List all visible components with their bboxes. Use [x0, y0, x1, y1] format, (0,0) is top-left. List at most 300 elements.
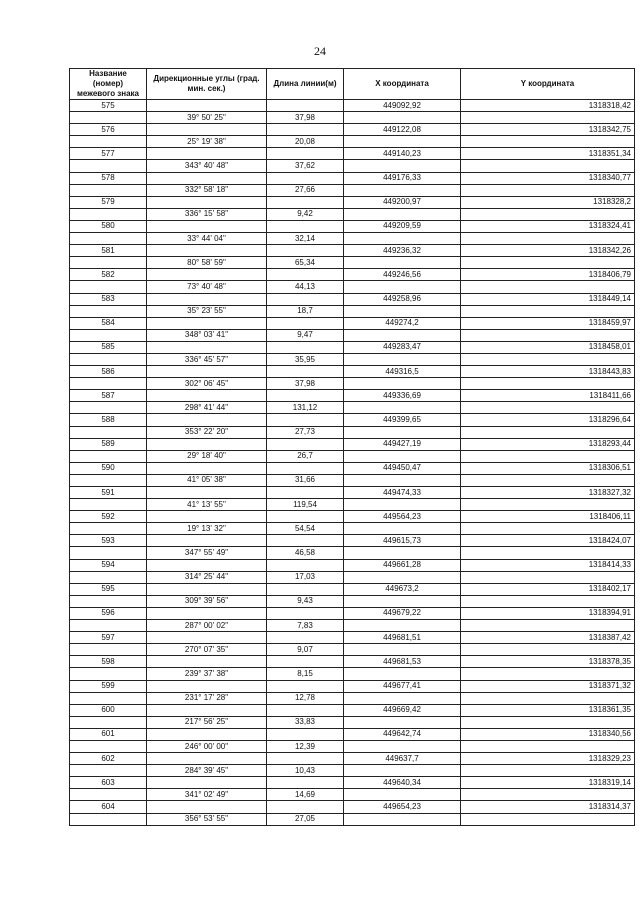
segment-length: 27,66: [267, 184, 344, 196]
empty-cell: [267, 390, 344, 402]
point-y-coordinate: 1318342,75: [461, 124, 635, 136]
point-x-coordinate: 449140,23: [344, 148, 461, 160]
point-y-coordinate: 1318443,83: [461, 366, 635, 378]
empty-cell: [267, 341, 344, 353]
point-x-coordinate: 449677,41: [344, 680, 461, 692]
empty-cell: [147, 366, 267, 378]
table-row-point: [70, 341, 635, 353]
segment-length: 20,08: [267, 136, 344, 148]
point-name: 591: [70, 487, 147, 499]
empty-cell: [70, 765, 147, 777]
empty-cell: [267, 414, 344, 426]
point-y-coordinate: 1318378,35: [461, 656, 635, 668]
empty-cell: [70, 353, 147, 365]
segment-angle: 80° 58' 59": [147, 257, 267, 269]
empty-cell: [461, 644, 635, 656]
segment-length: 27,73: [267, 426, 344, 438]
point-x-coordinate: 449450,47: [344, 462, 461, 474]
point-x-coordinate: 449236,32: [344, 245, 461, 257]
point-y-coordinate: 1318406,11: [461, 511, 635, 523]
table-row-segment: [70, 547, 635, 559]
segment-length: 9,47: [267, 329, 344, 341]
point-x-coordinate: 449661,28: [344, 559, 461, 571]
empty-cell: [461, 620, 635, 632]
segment-length: 26,7: [267, 450, 344, 462]
empty-cell: [70, 595, 147, 607]
empty-cell: [344, 112, 461, 124]
point-name: 600: [70, 704, 147, 716]
point-x-coordinate: 449681,51: [344, 632, 461, 644]
table-row-segment: [70, 112, 635, 124]
point-name: 585: [70, 341, 147, 353]
point-x-coordinate: 449200,97: [344, 196, 461, 208]
segment-length: 32,14: [267, 233, 344, 245]
point-y-coordinate: 1318296,64: [461, 414, 635, 426]
empty-cell: [147, 245, 267, 257]
point-y-coordinate: 1318327,32: [461, 487, 635, 499]
empty-cell: [461, 499, 635, 511]
segment-length: 65,34: [267, 257, 344, 269]
empty-cell: [147, 728, 267, 740]
empty-cell: [461, 426, 635, 438]
table-row-segment: [70, 474, 635, 486]
table-row-segment: [70, 499, 635, 511]
empty-cell: [70, 378, 147, 390]
table-row-point: [70, 100, 635, 112]
point-y-coordinate: 1318324,41: [461, 220, 635, 232]
point-y-coordinate: 1318424,07: [461, 535, 635, 547]
table-row-segment: [70, 257, 635, 269]
point-y-coordinate: 1318414,33: [461, 559, 635, 571]
empty-cell: [267, 583, 344, 595]
point-name: 604: [70, 801, 147, 813]
empty-cell: [267, 148, 344, 160]
segment-angle: 39° 50' 25": [147, 112, 267, 124]
table-row-point: [70, 559, 635, 571]
segment-angle: 343° 40' 48": [147, 160, 267, 172]
segment-angle: 314° 25' 44": [147, 571, 267, 583]
segment-length: 46,58: [267, 547, 344, 559]
segment-length: 54,54: [267, 523, 344, 535]
empty-cell: [70, 450, 147, 462]
table-row-point: [70, 220, 635, 232]
table-row-segment: [70, 281, 635, 293]
point-y-coordinate: 1318314,37: [461, 801, 635, 813]
empty-cell: [267, 511, 344, 523]
point-name: 582: [70, 269, 147, 281]
point-x-coordinate: 449654,23: [344, 801, 461, 813]
empty-cell: [344, 789, 461, 801]
segment-length: 37,98: [267, 378, 344, 390]
empty-cell: [267, 196, 344, 208]
point-name: 596: [70, 607, 147, 619]
segment-length: 10,43: [267, 765, 344, 777]
segment-angle: 246° 00' 00": [147, 740, 267, 752]
header-y: Y координата: [461, 69, 635, 100]
empty-cell: [147, 390, 267, 402]
empty-cell: [461, 668, 635, 680]
empty-cell: [344, 716, 461, 728]
empty-cell: [461, 595, 635, 607]
empty-cell: [70, 257, 147, 269]
empty-cell: [267, 438, 344, 450]
empty-cell: [70, 523, 147, 535]
table-row-point: [70, 245, 635, 257]
table-row-point: [70, 148, 635, 160]
empty-cell: [461, 789, 635, 801]
point-name: 602: [70, 753, 147, 765]
segment-angle: 41° 05' 38": [147, 474, 267, 486]
segment-length: 119,54: [267, 499, 344, 511]
table-row-segment: [70, 208, 635, 220]
table-row-point: [70, 487, 635, 499]
empty-cell: [267, 172, 344, 184]
point-x-coordinate: 449615,73: [344, 535, 461, 547]
header-length: Длина линии(м): [267, 69, 344, 100]
empty-cell: [70, 112, 147, 124]
empty-cell: [461, 474, 635, 486]
empty-cell: [461, 184, 635, 196]
empty-cell: [267, 269, 344, 281]
point-x-coordinate: 449474,33: [344, 487, 461, 499]
point-name: 579: [70, 196, 147, 208]
point-name: 584: [70, 317, 147, 329]
table-row-segment: [70, 136, 635, 148]
empty-cell: [267, 753, 344, 765]
empty-cell: [147, 704, 267, 716]
point-y-coordinate: 1318402,17: [461, 583, 635, 595]
empty-cell: [461, 112, 635, 124]
empty-cell: [344, 692, 461, 704]
segment-angle: 287° 00' 02": [147, 620, 267, 632]
empty-cell: [344, 160, 461, 172]
point-x-coordinate: 449673,2: [344, 583, 461, 595]
empty-cell: [461, 160, 635, 172]
point-name: 595: [70, 583, 147, 595]
empty-cell: [267, 366, 344, 378]
segment-angle: 73° 40' 48": [147, 281, 267, 293]
table-row-segment: [70, 789, 635, 801]
table-row-segment: [70, 716, 635, 728]
table-row-point: [70, 632, 635, 644]
table-row-point: [70, 801, 635, 813]
segment-length: 35,95: [267, 353, 344, 365]
empty-cell: [70, 136, 147, 148]
point-y-coordinate: 1318319,14: [461, 777, 635, 789]
point-x-coordinate: 449274,2: [344, 317, 461, 329]
point-y-coordinate: 1318394,91: [461, 607, 635, 619]
point-x-coordinate: 449336,69: [344, 390, 461, 402]
segment-angle: 29° 18' 40": [147, 450, 267, 462]
point-y-coordinate: 1318318,42: [461, 100, 635, 112]
segment-length: 131,12: [267, 402, 344, 414]
empty-cell: [147, 341, 267, 353]
empty-cell: [147, 220, 267, 232]
empty-cell: [147, 607, 267, 619]
table-row-segment: [70, 740, 635, 752]
segment-angle: 347° 55' 49": [147, 547, 267, 559]
table-row-segment: [70, 184, 635, 196]
empty-cell: [70, 716, 147, 728]
table-row-point: [70, 366, 635, 378]
page-number: 24: [314, 44, 326, 58]
empty-cell: [344, 474, 461, 486]
empty-cell: [147, 172, 267, 184]
empty-cell: [461, 692, 635, 704]
table-row-point: [70, 414, 635, 426]
point-name: 576: [70, 124, 147, 136]
table-row-point: [70, 753, 635, 765]
empty-cell: [147, 100, 267, 112]
header-angle: Дирекционные углы (град. мин. сек.): [147, 69, 267, 100]
empty-cell: [70, 740, 147, 752]
empty-cell: [461, 765, 635, 777]
empty-cell: [344, 450, 461, 462]
point-name: 587: [70, 390, 147, 402]
table-row-segment: [70, 353, 635, 365]
empty-cell: [147, 196, 267, 208]
point-x-coordinate: 449258,96: [344, 293, 461, 305]
empty-cell: [147, 535, 267, 547]
segment-length: 18,7: [267, 305, 344, 317]
point-y-coordinate: 1318340,77: [461, 172, 635, 184]
segment-length: 12,78: [267, 692, 344, 704]
empty-cell: [267, 245, 344, 257]
empty-cell: [70, 668, 147, 680]
segment-angle: 302° 06' 45": [147, 378, 267, 390]
empty-cell: [461, 547, 635, 559]
segment-angle: 353° 22' 20": [147, 426, 267, 438]
table-row-segment: [70, 595, 635, 607]
point-y-coordinate: 1318329,23: [461, 753, 635, 765]
empty-cell: [70, 474, 147, 486]
point-name: 581: [70, 245, 147, 257]
table-row-point: [70, 269, 635, 281]
empty-cell: [461, 329, 635, 341]
point-name: 586: [70, 366, 147, 378]
point-x-coordinate: 449679,22: [344, 607, 461, 619]
segment-angle: 332° 58' 18": [147, 184, 267, 196]
empty-cell: [344, 426, 461, 438]
table-row-segment: [70, 620, 635, 632]
segment-length: 17,03: [267, 571, 344, 583]
empty-cell: [344, 644, 461, 656]
empty-cell: [344, 523, 461, 535]
empty-cell: [70, 281, 147, 293]
empty-cell: [147, 656, 267, 668]
empty-cell: [267, 293, 344, 305]
empty-cell: [70, 547, 147, 559]
empty-cell: [461, 378, 635, 390]
point-name: 575: [70, 100, 147, 112]
point-name: 590: [70, 462, 147, 474]
segment-angle: 35° 23' 55": [147, 305, 267, 317]
table-row-segment: [70, 523, 635, 535]
table-row-segment: [70, 233, 635, 245]
empty-cell: [70, 692, 147, 704]
empty-cell: [147, 753, 267, 765]
point-name: 597: [70, 632, 147, 644]
point-y-coordinate: 1318411,66: [461, 390, 635, 402]
point-x-coordinate: 449316,5: [344, 366, 461, 378]
segment-angle: 231° 17' 28": [147, 692, 267, 704]
empty-cell: [267, 317, 344, 329]
segment-length: 44,13: [267, 281, 344, 293]
table-row-segment: [70, 305, 635, 317]
empty-cell: [267, 462, 344, 474]
empty-cell: [267, 680, 344, 692]
empty-cell: [267, 728, 344, 740]
segment-angle: 309° 39' 56": [147, 595, 267, 607]
segment-length: 14,69: [267, 789, 344, 801]
segment-length: 9,43: [267, 595, 344, 607]
table-row-point: [70, 462, 635, 474]
point-y-coordinate: 1318449,14: [461, 293, 635, 305]
point-x-coordinate: 449246,56: [344, 269, 461, 281]
table-row-point: [70, 535, 635, 547]
table-row-point: [70, 728, 635, 740]
empty-cell: [147, 511, 267, 523]
empty-cell: [461, 353, 635, 365]
empty-cell: [344, 353, 461, 365]
point-name: 601: [70, 728, 147, 740]
point-x-coordinate: 449640,34: [344, 777, 461, 789]
empty-cell: [461, 813, 635, 825]
empty-cell: [267, 100, 344, 112]
empty-cell: [70, 813, 147, 825]
segment-angle: 356° 53' 55": [147, 813, 267, 825]
table-row-point: [70, 317, 635, 329]
empty-cell: [344, 402, 461, 414]
empty-cell: [267, 535, 344, 547]
segment-angle: 341° 02' 49": [147, 789, 267, 801]
point-x-coordinate: 449092,92: [344, 100, 461, 112]
empty-cell: [461, 281, 635, 293]
table-row-point: [70, 124, 635, 136]
point-x-coordinate: 449669,42: [344, 704, 461, 716]
empty-cell: [461, 305, 635, 317]
empty-cell: [461, 716, 635, 728]
point-name: 592: [70, 511, 147, 523]
empty-cell: [344, 378, 461, 390]
empty-cell: [461, 571, 635, 583]
point-name: 577: [70, 148, 147, 160]
coordinates-table: [69, 68, 635, 826]
empty-cell: [344, 740, 461, 752]
empty-cell: [70, 160, 147, 172]
segment-angle: 41° 13' 55": [147, 499, 267, 511]
empty-cell: [70, 208, 147, 220]
empty-cell: [344, 499, 461, 511]
point-x-coordinate: 449399,65: [344, 414, 461, 426]
empty-cell: [461, 208, 635, 220]
empty-cell: [147, 777, 267, 789]
point-y-coordinate: 1318361,35: [461, 704, 635, 716]
segment-angle: 336° 45' 57": [147, 353, 267, 365]
table-row-segment: [70, 692, 635, 704]
empty-cell: [147, 293, 267, 305]
empty-cell: [70, 644, 147, 656]
point-name: 598: [70, 656, 147, 668]
point-y-coordinate: 1318342,26: [461, 245, 635, 257]
empty-cell: [267, 124, 344, 136]
point-x-coordinate: 449642,74: [344, 728, 461, 740]
empty-cell: [267, 801, 344, 813]
table-row-segment: [70, 402, 635, 414]
empty-cell: [344, 208, 461, 220]
empty-cell: [267, 777, 344, 789]
segment-angle: 270° 07' 35": [147, 644, 267, 656]
segment-angle: 239° 37' 38": [147, 668, 267, 680]
empty-cell: [147, 559, 267, 571]
empty-cell: [267, 559, 344, 571]
point-x-coordinate: 449283,47: [344, 341, 461, 353]
point-y-coordinate: 1318306,51: [461, 462, 635, 474]
segment-length: 9,07: [267, 644, 344, 656]
empty-cell: [461, 136, 635, 148]
empty-cell: [267, 487, 344, 499]
empty-cell: [344, 305, 461, 317]
empty-cell: [267, 632, 344, 644]
table-row-point: [70, 680, 635, 692]
empty-cell: [267, 656, 344, 668]
empty-cell: [344, 233, 461, 245]
empty-cell: [461, 233, 635, 245]
empty-cell: [147, 124, 267, 136]
point-name: 580: [70, 220, 147, 232]
point-x-coordinate: 449637,7: [344, 753, 461, 765]
table-row-point: [70, 704, 635, 716]
empty-cell: [70, 571, 147, 583]
table-row-point: [70, 390, 635, 402]
point-x-coordinate: 449209,59: [344, 220, 461, 232]
empty-cell: [344, 329, 461, 341]
segment-angle: 284° 39' 45": [147, 765, 267, 777]
point-name: 578: [70, 172, 147, 184]
segment-length: 31,66: [267, 474, 344, 486]
segment-length: 33,83: [267, 716, 344, 728]
point-x-coordinate: 449176,33: [344, 172, 461, 184]
empty-cell: [147, 801, 267, 813]
point-y-coordinate: 1318458,01: [461, 341, 635, 353]
point-x-coordinate: 449681,53: [344, 656, 461, 668]
point-y-coordinate: 1318371,32: [461, 680, 635, 692]
empty-cell: [344, 813, 461, 825]
point-y-coordinate: 1318293,44: [461, 438, 635, 450]
empty-cell: [344, 595, 461, 607]
empty-cell: [344, 668, 461, 680]
empty-cell: [461, 523, 635, 535]
point-name: 593: [70, 535, 147, 547]
segment-angle: 217° 56' 25": [147, 716, 267, 728]
table-row-segment: [70, 329, 635, 341]
point-y-coordinate: 1318387,42: [461, 632, 635, 644]
empty-cell: [147, 438, 267, 450]
point-name: 594: [70, 559, 147, 571]
point-x-coordinate: 449564,23: [344, 511, 461, 523]
segment-angle: 19° 13' 32": [147, 523, 267, 535]
empty-cell: [70, 184, 147, 196]
table-row-segment: [70, 571, 635, 583]
empty-cell: [70, 620, 147, 632]
segment-length: 7,83: [267, 620, 344, 632]
empty-cell: [344, 281, 461, 293]
empty-cell: [461, 257, 635, 269]
table-row-segment: [70, 813, 635, 825]
empty-cell: [344, 547, 461, 559]
empty-cell: [267, 220, 344, 232]
table-row-point: [70, 196, 635, 208]
